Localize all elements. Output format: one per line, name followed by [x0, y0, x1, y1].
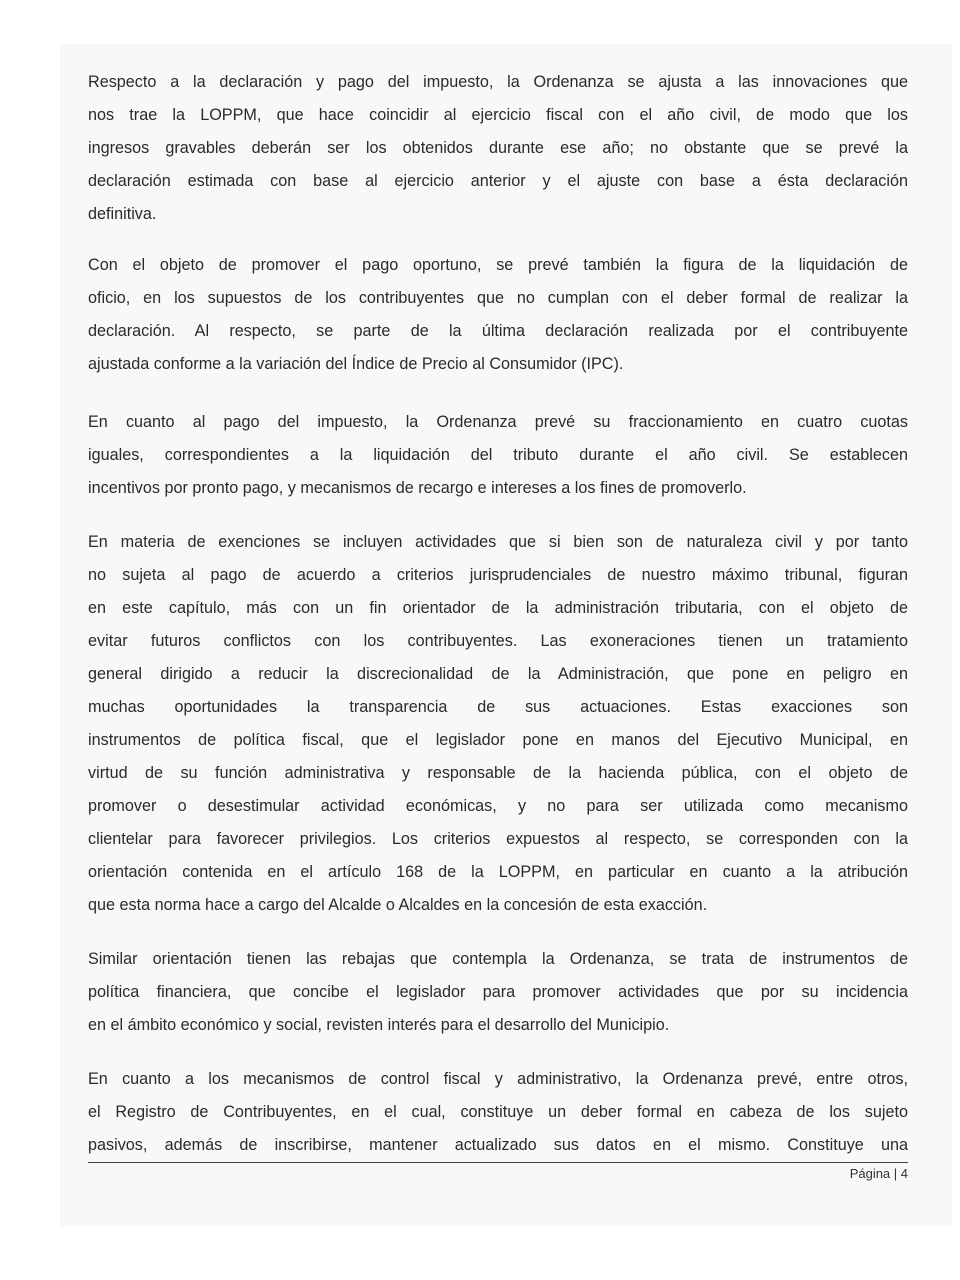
text-line: el Registro de Contribuyentes, en el cual, constituye un deber formal en cabeza de los sujeto	[88, 1103, 908, 1121]
text-line: incentivos por pronto pago, y mecanismos de recargo e intereses a los fines de promoverlo.	[88, 479, 747, 497]
text-line: virtud de su función administrativa y responsable de la hacienda pública, con el objeto de	[88, 764, 908, 782]
document-body	[88, 66, 908, 1162]
text-line: muchas oportunidades la transparencia de sus actuaciones. Estas exacciones son	[88, 698, 908, 716]
text-line: orientación contenida en el artículo 168 de la LOPPM, en particular en cuanto a la atribución	[88, 863, 908, 881]
text-line: En cuanto al pago del impuesto, la Ordenanza prevé su fraccionamiento en cuatro cuotas	[88, 413, 908, 431]
paragraph	[88, 66, 908, 231]
text-line: que esta norma hace a cargo del Alcalde o Alcaldes en la concesión de esta exacción.	[88, 896, 708, 914]
text-line: general dirigido a reducir la discrecionalidad de la Administración, que pone en peligro en	[88, 665, 908, 683]
text-line: promover o desestimular actividad económicas, y no para ser utilizada como mecanismo	[88, 797, 908, 815]
text-line: clientelar para favorecer privilegios. Los criterios expuestos al respecto, se corresponden con la	[88, 830, 908, 848]
text-line: Con el objeto de promover el pago oportuno, se prevé también la figura de la liquidación de	[88, 256, 908, 274]
text-line: nos trae la LOPPM, que hace coincidir al ejercicio fiscal con el año civil, de modo que los	[88, 106, 908, 124]
text-line: En cuanto a los mecanismos de control fiscal y administrativo, la Ordenanza prevé, entre otros,	[88, 1070, 908, 1088]
text-line: ingresos gravables deberán ser los obtenidos durante ese año; no obstante que se prevé la	[88, 139, 908, 157]
text-line: Respecto a la declaración y pago del impuesto, la Ordenanza se ajusta a las innovaciones que	[88, 73, 908, 91]
text-line: En materia de exenciones se incluyen actividades que si bien son de naturaleza civil y por tanto	[88, 533, 908, 551]
text-line: iguales, correspondientes a la liquidación del tributo durante el año civil. Se establecen	[88, 446, 908, 464]
text-line: no sujeta al pago de acuerdo a criterios jurisprudenciales de nuestro máximo tribunal, figuran	[88, 566, 908, 584]
text-line: en este capítulo, más con un fin orientador de la administración tributaria, con el objeto de	[88, 599, 908, 617]
text-line: pasivos, además de inscribirse, mantener actualizado sus datos en el mismo. Constituye una	[88, 1136, 908, 1154]
paragraph	[88, 249, 908, 381]
text-line: definitiva.	[88, 205, 157, 223]
paragraph	[88, 943, 908, 1042]
text-line: ajustada conforme a la variación del Índice de Precio al Consumidor (IPC).	[88, 355, 624, 373]
text-line: instrumentos de política fiscal, que el legislador pone en manos del Ejecutivo Municipal, en	[88, 731, 908, 749]
text-line: en el ámbito económico y social, revisten interés para el desarrollo del Municipio.	[88, 1016, 670, 1034]
text-line: política financiera, que concibe el legislador para promover actividades que por su incidencia	[88, 983, 908, 1001]
text-line: declaración. Al respecto, se parte de la última declaración realizada por el contribuyente	[88, 322, 908, 340]
text-line: evitar futuros conflictos con los contribuyentes. Las exoneraciones tienen un tratamiento	[88, 632, 908, 650]
text-line: oficio, en los supuestos de los contribuyentes que no cumplan con el deber formal de realizar la	[88, 289, 908, 307]
paragraph	[88, 526, 908, 922]
paragraph	[88, 1063, 908, 1162]
footer-divider	[88, 1162, 908, 1163]
text-line: declaración estimada con base al ejercicio anterior y el ajuste con base a ésta declaración	[88, 172, 908, 190]
page-number: Página | 4	[849, 1166, 908, 1181]
paragraph	[88, 406, 908, 505]
text-line: Similar orientación tienen las rebajas que contempla la Ordenanza, se trata de instrumentos de	[88, 950, 908, 968]
